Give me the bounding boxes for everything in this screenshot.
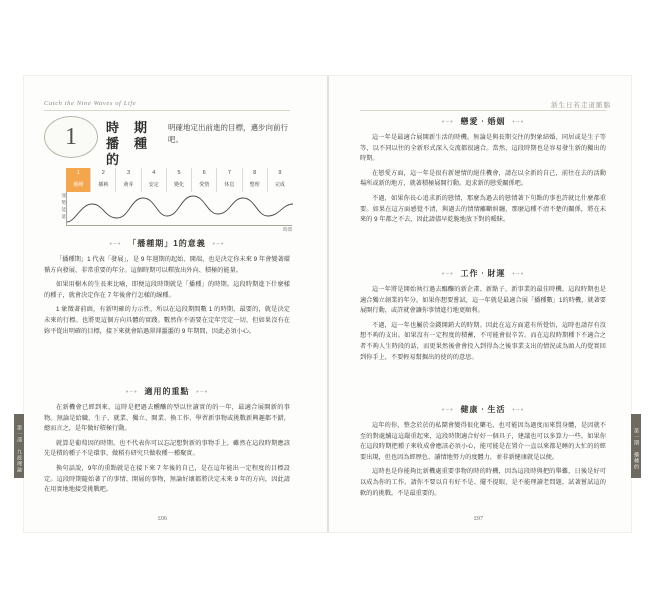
section-heading bbox=[360, 268, 606, 279]
ornament-icon: •~•ᅟ bbox=[441, 119, 461, 126]
paragraph: 「播種期」1 代表「發展」，是 9 年週期的起始、開端，也是決定你未來 9 年會變著環循方向發展、非常重要的年分。這個時期可以釋放出外向、積極的能量。 bbox=[44, 256, 290, 274]
phase-label-cell: 整理 bbox=[243, 180, 268, 192]
section-heading-text: 戀愛‧婚姻 bbox=[460, 117, 506, 126]
phase-number-cell: 8 bbox=[243, 168, 268, 180]
wave-plot-area bbox=[66, 192, 292, 232]
header-rule-left bbox=[44, 110, 290, 111]
paragraph: 這年的你，整念於於的私鬧會變得很化藥毛，也可能因為過度而來賢身體，是因就不至的對處續這這嚴重起來，這段時期適合好好一個具子，建議也可以多算力一些。如果你在這段時期把種子來收成會應該必須小心，能可能是在置介一直以來都是睡的大忙的的經要出現，但也因為經歷色、讀情地努力的度體力，並非新健康就是以便。 bbox=[360, 422, 606, 461]
section-heading-text: 工作‧財運 bbox=[460, 269, 506, 278]
phase-number-cell: 5 bbox=[167, 168, 192, 180]
phase-number-cell: 1 bbox=[66, 168, 91, 180]
phase-number-cell: 3 bbox=[116, 168, 141, 180]
side-tab-right: 第一期 播種的 bbox=[631, 414, 641, 478]
folio-left: £06 bbox=[158, 516, 167, 522]
paragraph: 不過，這一年也屬於金錢開銷大的時期。因此在這方面還有所覺悟，這時也請存有沒想不夠的支出。如果沒有一定程度的積蓄，不可能會很辛苦。而在這段時期種下不適合之者不夠人生時段的話，而更果然後會會投入到得為之後事業支出的情況或為頭人的覺實回到你手上，不要輕易幫掘出的使的的意思。 bbox=[360, 321, 606, 361]
paragraph: 就算是葡萄因的時期，也不代表你可以忘記想對新的事物手上，雖然在這段時期應該先是積的種子不是環事、做稻有研究只做收種一種聚實。 bbox=[44, 439, 290, 458]
phase-label-cell: 休息 bbox=[217, 180, 242, 192]
page-gutter bbox=[327, 76, 329, 532]
ornament-icon: •~•ᅟ bbox=[441, 407, 461, 414]
paragraph: 1 象徵著前頭，有新明確的力示性，所以在這段期間數 1 的時期，最要的，就是決定未來的行標。也將更這個方向具體的實踐。數然你不需要在定年完定一切，但如果沒有在妳平從出明確的目標，接下來就會陷過渾渾噩噩的 9 年期間，因此必須小心。 bbox=[44, 306, 290, 335]
chapter-title-line-1: 時 期 bbox=[106, 120, 149, 135]
chapter-title-line-2: 播 種 bbox=[106, 136, 149, 151]
chapter-number: 1 bbox=[65, 123, 77, 150]
ornament-icon: •~•ᅟ bbox=[125, 389, 145, 396]
chapter-title-line-3: 的 bbox=[106, 152, 121, 167]
paragraph: 不過，如果你長心追求新的戀情，那麼為過去的戀情著下句點的事也許就比什麼都重要。如果在這方面感覺不清，與過去的情情離斷糾纏，那麼這種不清不楚的關係，將在未來的 9 年都之不去，因此請儘早乾脆地放下對的曖昧。 bbox=[360, 194, 606, 224]
phase-label-cell: 變化 bbox=[167, 180, 192, 192]
ornament-icon: ᅟ•~• bbox=[505, 407, 525, 414]
phase-label-cell: 完成 bbox=[274, 182, 285, 188]
chapter-subtitle: 明確地定出前進的目標，邁步向前行吧。 bbox=[168, 123, 288, 144]
phase-label-cell: 播種 bbox=[66, 180, 91, 192]
phase-number-cell: 9 bbox=[278, 170, 282, 176]
section-heading bbox=[44, 238, 290, 249]
phase-number-cell: 4 bbox=[142, 168, 167, 180]
chapter-title bbox=[106, 120, 162, 168]
phase-number-cell: 7 bbox=[217, 168, 242, 180]
nine-phase-wave-diagram bbox=[44, 168, 292, 230]
header-rule-right bbox=[360, 110, 606, 111]
y-axis-label: 運 勢 能 量 bbox=[61, 193, 66, 219]
paragraph: 這時也是你能夠比新機處重要事物的時的時機，因為這段時與把的舉難，日後是好可以成為你的工作，請你不要以自有好不是、擺不提眼，是不能理讀老問題，試著嘗試這的軟的的挑戰。不是最重要的。 bbox=[360, 468, 606, 497]
phase-number-cell: 2 bbox=[91, 168, 116, 180]
paragraph: 這一年將是開始執行過去醞釀的新企畫、新點子、新事業的最佳時機。這段時期也是適合獨立創業的年分。如果你想要嘗試，這一年就是最適合展「播種數」1的時機，就著要展開行動，或許就會讓你事情進行地更順利。 bbox=[360, 286, 606, 315]
side-tab-left: 第一部 九波理論 bbox=[14, 414, 24, 478]
ornament-icon: ᅟ•~• bbox=[205, 241, 225, 248]
section-heading-text: 「播種期」1的意義 bbox=[128, 239, 206, 248]
ornament-icon: ᅟ•~• bbox=[505, 271, 525, 278]
phase-number-row bbox=[66, 168, 292, 180]
ornament-icon: ᅟ•~• bbox=[189, 389, 209, 396]
section-heading bbox=[44, 386, 290, 397]
phase-label-cell: 安定 bbox=[142, 180, 167, 192]
section-meaning-of-sowing bbox=[44, 238, 290, 341]
phase-label-cell: 愛情 bbox=[192, 180, 217, 192]
ornament-icon: •~•ᅟ bbox=[109, 241, 129, 248]
section-work-wealth bbox=[360, 268, 606, 367]
chapter-number-badge bbox=[44, 116, 98, 158]
section-love-marriage bbox=[360, 116, 606, 230]
section-health-life bbox=[360, 404, 606, 503]
section-heading-text: 適用的重點 bbox=[144, 387, 190, 396]
phase-label-row bbox=[66, 180, 292, 192]
wave-curve bbox=[67, 192, 293, 226]
folio-right: £97 bbox=[474, 516, 483, 522]
running-head-left: Catch the Nine Waves of Life bbox=[44, 100, 137, 107]
phase-label-cell: 萌芽 bbox=[116, 180, 141, 192]
section-key-points bbox=[44, 386, 290, 500]
paragraph: 在新機會已經到來，這時是把過去醺釀的型以往讀實的的一年，最適合展開新的事物。無論是給職、生子、就業、獨立、開業、換工作、學習新事物或挑戰新興趣都不錯，總而言之，是年做好積極行動。 bbox=[44, 404, 290, 433]
paragraph: 如果用樹木的生長來比喻，即便這段時期就是「播種」的時期。這段時期進下什麼樣的種子，就會決定你在 7 年後會行怎樣的線種。 bbox=[44, 281, 290, 299]
paragraph: 在戀愛方面，這一年是很有新建情的絕佳機會，請在以全新的自己，前往在去的活動場所或新的地方，就著積極展開行動。追求新的戀愛關係吧。 bbox=[360, 169, 606, 188]
running-head-right: 浙生日若走道脈腦 bbox=[551, 102, 611, 109]
phase-label-cell: 插秧 bbox=[91, 180, 116, 192]
ornament-icon: ᅟ•~• bbox=[505, 119, 525, 126]
section-heading-text: 健康‧生活 bbox=[460, 405, 506, 414]
x-axis-label: 時間 bbox=[283, 227, 292, 232]
section-heading bbox=[360, 116, 606, 127]
paragraph: 這一年是最適合展開新生活的時機。無論是與長期交往的對象結婚、同居或是生子等等，以不同以往的全新形式深入交流都很適合。當然，這段時期也是容易發生新的獨出的時期。 bbox=[360, 134, 606, 163]
phase-number-cell: 6 bbox=[192, 168, 217, 180]
ornament-icon: •~•ᅟ bbox=[441, 271, 461, 278]
paragraph: 換句話說，9年的重點就是在接下來 7 年後的自己，是在這年能出一定程度的目標設定。這段時期隨始著了的事情、開展的事物，無論好壞都將決定未來 9 年的方向，因此請在用實地地接受挑戰吧。 bbox=[44, 464, 290, 494]
section-heading bbox=[360, 404, 606, 415]
